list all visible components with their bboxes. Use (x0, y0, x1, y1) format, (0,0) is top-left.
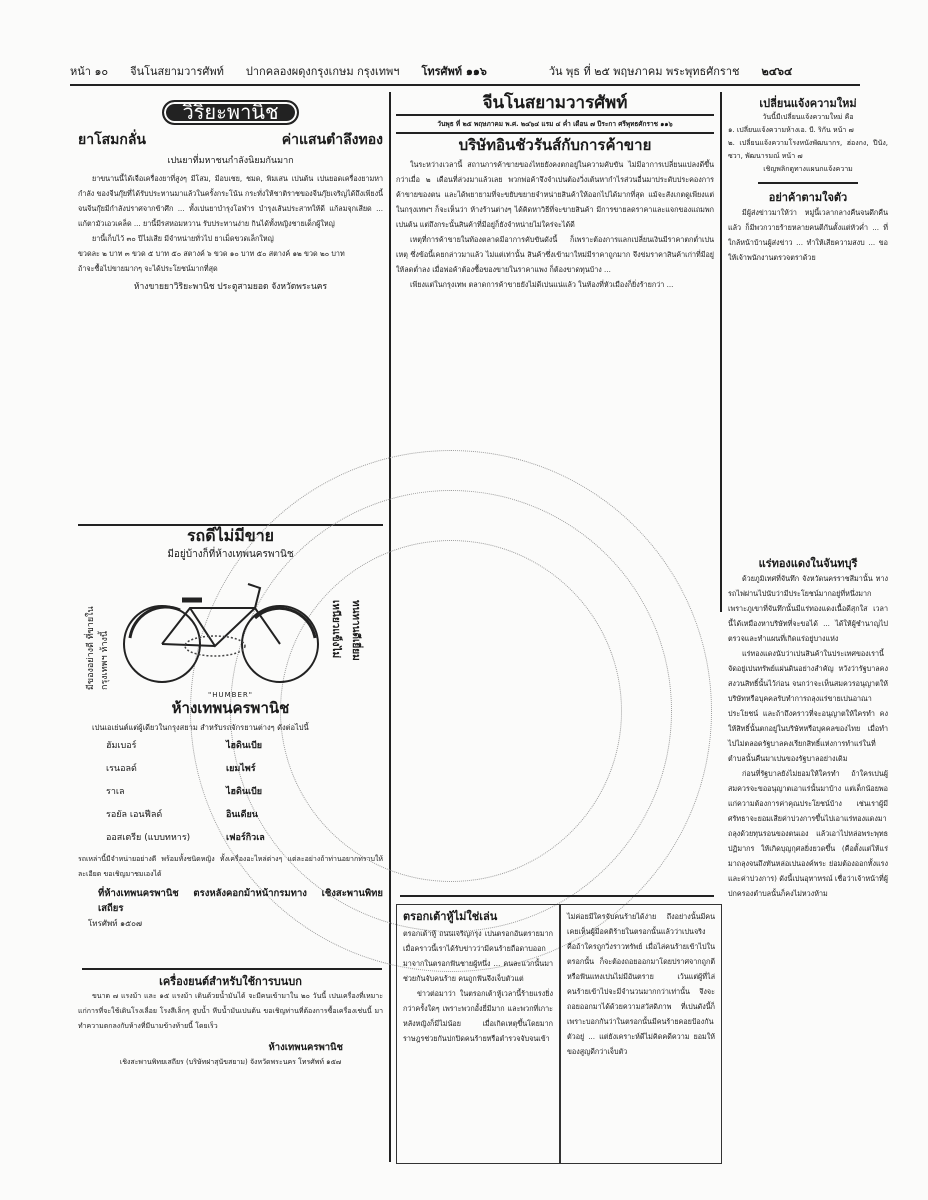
page-number: หน้า ๑๐ (70, 65, 109, 78)
issue-year: ๒๔๖๔ (761, 65, 793, 78)
ad-prices: ขวดละ ๒ บาท ๓ ขวด ๕ บาท ๕๐ สตางค์ ๖ ขวด ๑๐ บาท ๕๐ สตางค์ ๑๒ ขวด ๒๐ บาท (78, 249, 345, 258)
bicycle-ad-intro: เปนเอเย่นต์แต่ผู้เดียวในกรุงสยาม สำหรับรถจักรยานต่างๆ ดังต่อไปนี้ (92, 723, 309, 732)
article2-paragraph: ก่อนที่รัฐบาลยังไม่ยอมให้ใครทำ ถ้าใครเปนผู้สมควรจะขออนุญาตเอาแร่นั้นมาบ้าง แต่เด็กน้อยพอแก่ความต้องการค่าคุณประโยชน์บ้าง เช่นเราผู้มีศรัทธาจะยอมเสียค่าบ่วงการขึ้นไปเอาแร่ทองแดงมาถลุงด้วยทุนรอนของตนเอง แล้วเอาไปหล่อพระพุทธปฏิมากร ให้เกิดบุญกุศลยิ่งยวดขึ้น (คือตั้งแต่ให้แร่มาถลุงจนถึงทันหล่อเปนองค์พระ ย่อมต้องออกทั้งแรงและค่าบ่วงการ) ดังนี้เปนอุทาหรณ์ เชื่อว่าเจ้าหน้าที่ผู้ปกครองตำบลนั้นก็คงไม่หวงห้าม (728, 769, 888, 898)
story-title: ตรอกเต้าหู้ไม่ใช่เล่น (403, 910, 498, 923)
brand-item: ไฮดินเบีย (226, 787, 263, 797)
editorial-paragraph: เพียงแต่ในกรุงเทพ ตลาดการค้าขายยังไม่ดีเปนแน่แล้ว ในท้องที่หัวเมืองก็ยิ่งร้ายกว่า ... (410, 279, 674, 289)
brand-item: เฟอร์กิวเล (226, 833, 265, 843)
ad-product-name: ยาโสมกลั่น (78, 132, 146, 148)
bicycle-ad-details (78, 688, 383, 931)
bicycle-ad-side-text-left: มีของอย่างดี ที่ขายในกรุงเทพฯ ห้างนี้ (86, 606, 110, 690)
ad-body: ยาขนานนี้ได้เจือเครื่องยาที่สูงๆ มีโสม, มีอบเชย, ชมด, พิมเสน เปนต้น เปนยอดเครื่องยามหากำลัง ของจีนกุ๊ยที่ได้รับประทานมาแล้วในครั้งกระโน้น กระทั่งให้ชาติราชของจีนกุ๊ยเจริญได้ถึงเพียงนี้ จนจีนกุ๊ยมีกำลังปราศจากข้าศึก ... ทั้งเปนยาบำรุงโอฬาร บำรุงเส้นประสาทให้ดี แก้ลมจุกเสียด ... แก้ตามัวเอวเคล็ด ... ยานี้มีรสหอมหวาน รับประทานง่าย กินได้ทั้งหญิงชายเด็กผู้ใหญ่ (78, 174, 383, 228)
bicycle-ad-note: รถเหล่านี้มีจำหน่ายอย่างดี พร้อมทั้งชนิดหญิง ทั้งเครื่องอะไหล่ต่างๆ แต่ละอย่างถ้าท่านอยากทราบให้ละเอียด ขอเชิญมาชมเองได้ (78, 855, 383, 878)
bicycle-ad-location: ที่ห้างเทพนครพานิช ตรงหลังคอกม้าหน้ากรมทาง เชิงสะพานพิทยเสถียร (98, 888, 383, 914)
brand-item: ออสเตรีย (แบบทหาร) (106, 833, 191, 843)
paper-name: จีนโนสยามวารศัพท์ (130, 65, 224, 78)
running-header (70, 58, 870, 84)
ad-shop: ห้างขายยาวิริยะพานิช ประตูสามยอด จังหวัดพระนคร (133, 282, 328, 292)
brand-item: ฮัมเบอร์ (106, 741, 137, 751)
brand-item: อินเดียน (226, 810, 258, 820)
notice-line: วันนี้มีเปลี่ยนแจ้งความใหม่ คือ (762, 113, 854, 121)
notice-list (728, 111, 888, 176)
bicycle-brand-list (106, 739, 346, 846)
bicycle-ad-shop: ห้างเทพนครพานิช (171, 699, 290, 717)
article2-title: แร่ทองแดงในจันทบุรี (758, 557, 858, 570)
story-paragraph: ตรอกเต้าหู้ ถนนเจริญกรุง เปนตรอกอันตรายมาก เมื่อคราวนี้เราได้รับข่าวว่ามีคนร้ายถือดาบออกมาจากในตรอกฟันชายผู้หนึ่ง ... คนละแวกนั้นมาช่วยกันจับคนร้าย คนถูกฟันจึงเจ็บตัวแต่ (403, 929, 553, 983)
right-column-article2 (728, 556, 888, 901)
editorial-paragraph: เหตุที่การค้าขายในท้องตลาดมีอาการคับขันดังนี้ ก็เพราะต้องการแลกเปลี่ยนเงินมีราคาตกต่ำเปนเหตุ ซึ่งข้อนี้เคยกล่าวมาแล้ว ไม่แต่เท่านั้น สินค้าซึ่งเข้ามาใหม่มีราคาถูกมาก จึงข่มราคาสินค้าเก่าที่มีอยู่ให้ลดต่ำลง เมื่อพ่อค้าต้องซื้อของขายในราคาแพง ก็ต้องขาดทุนบ้าง ... (396, 234, 714, 274)
notice-line: ๒. เปลี่ยนแจ้งความโรงหนังพัฒนากร, ฮ่องกง, ปีนัง, ซวา, พัฒนารมณ์ หน้า ๗ (728, 139, 888, 160)
ad-product-slogan: ค่าแสนตำลึงทอง (281, 132, 383, 148)
article1-title: อย่าค้าตามใจตัว (768, 190, 848, 204)
middle-column (396, 93, 714, 292)
engine-ad-headline: เครื่องยนต์สำหรับใช้การบนบก (159, 975, 302, 988)
ad-price-intro: ยานี้เก็บไว้ ๓๐ ปีไม่เสีย มีจำหน่ายทั่วไป ยาเม็ดขวดเล็กใหญ่ (92, 234, 274, 243)
story-box-right (560, 904, 722, 1164)
notice-title: เปลี่ยนแจ้งความใหม่ (759, 97, 857, 110)
ad-price-tail: ถ้าจะซื้อไปขายมากๆ จะได้ประโยชน์มากที่สุด (78, 264, 218, 273)
bicycle-illustration (120, 578, 320, 688)
bicycle-ad-subhead: มีอยู่บ้างก็ที่ห้างเทพนครพานิช (167, 549, 294, 560)
bicycle-ad-headline: รถดีไม่มีขาย (186, 526, 275, 545)
bicycle-ad-side-text-right-2: ทนทานดีเยี่ยม (350, 600, 361, 661)
engine-ad-address: เชิงสะพานพิทยเสถียร (บริษัทฝาสุนัขสยาม) จังหวัดพระนคร โทรศัพท์ ๑๕๗ (119, 1058, 342, 1066)
bicycle-brand-caption: "HUMBER" (208, 691, 253, 699)
masthead: จีนโนสยามวารศัพท์ (482, 93, 628, 113)
dateline: วันพุธ ที่ ๒๕ พฤษภาคม พ.ศ. ๒๔๖๔ แรม ๔ ค่ำ เดือน ๗ ปีระกา ศรีพุทธศักราช ๑๑๖ (437, 120, 673, 128)
bicycle-ad (78, 528, 383, 562)
header-rule (70, 84, 860, 86)
paper-phone: โทรศัพท์ ๑๑๖ (421, 65, 487, 78)
notice-line: ๑. เปลี่ยนแจ้งความห้างเอ. บี. ริกัน หน้า ๗ (728, 126, 854, 134)
engine-ad (78, 974, 383, 1070)
brand-item: ราเล (106, 787, 125, 797)
editorial-title: บริษัทอินชัวรันส์กับการค้าขาย (458, 135, 652, 154)
brand-logo: วิริยะพานิช (162, 100, 298, 125)
brand-item: รอยัล เอนฟีลด์ (106, 810, 163, 820)
story-box-left (396, 904, 560, 1164)
dateline-rule (396, 132, 714, 134)
section-rule (82, 968, 382, 970)
bicycle-ad-phone: โทรศัพท์ ๑๕๐๗ (88, 919, 143, 928)
article2-paragraph: ด้วยภูมิเทศที่จันทึก จังหวัดนครราชสีมานั้น ทางรถไฟผ่านไปนับว่ามีประโยชน์มากอยู่ที่หนึ่งมาก เพราะภูเขาที่จันทึกนั้นมีแร่ทองแดงเนื้อดีสุกใส เวลานี้ได้เหมืองหาบริษัทที่จะขอได้ ... ได้ให้ผู้ชำนาญไปตรวจและทำแผนที่เกิดแร่อยู่บางแห่ง (728, 574, 888, 643)
editorial-paragraph: ในระหว่างเวลานี้ สถานการค้าขายของไทยยังคงตกอยู่ในความคับขัน ไม่มีอาการเปลี่ยนแปลงดีขึ้นกว่าเมื่อ ๒ เดือนที่ล่วงมาแล้วเลย พวกพ่อค้าจึงจำเปนต้องวิ่งเต้นหากำไรส่วนอื่นมาประดับประคองการค้าขายของตน และได้พยายามที่จะขยับขยายจำหน่ายสินค้าให้ออกไปได้มากที่สุด แม้จะสังเกตดูเพียงแต่ในกรุงเทพฯ ก็จะเห็นว่า ห้างร้านต่างๆ ได้คิดหาวิธีที่จะขายสินค้า มีการขายลดราคาและแจกของแถมพกเปนต้น แต่ถึงกระนั้นสินค้าที่มีอยู่ก็ยังจำหน่ายไม่ใคร่จะได้ดี (396, 159, 714, 229)
left-column (78, 96, 383, 295)
right-column (728, 96, 888, 265)
bicycle-ad-side-text-right-1: เหนียวแข็งไม่ (330, 600, 341, 659)
column-divider (720, 92, 722, 612)
paper-address: ปากคลองผดุงกรุงเกษม กรุงเทพฯ (245, 65, 400, 78)
masthead-rule (396, 114, 714, 116)
ornament-rule (758, 182, 858, 184)
story-paragraph: ไม่ค่อยมีใครจับคนร้ายได้ง่าย ถึงอย่างนั้นมีคนเคยเห็นผู้มีอคติร้ายในตรอกนั้นแล้วว่าเปนจริง คือถ้าใครถูกวิ่งราวทรัพย์ เมื่อไล่คนร้ายเข้าไปในตรอกนั้น ก็จะต้องถอยออกมาโดยปราศจากถูกตีหรือฟันแทงเปนไม่มีอันตราย เว้นแต่ผู้ที่ไล่คนร้ายเข้าไปจะมีจำนวนมากกว่าเท่านั้น จึงจะถอยออกมาได้ด้วยความสวัสดิภาพ ที่เปนดังนี้ก็เพราะบอกกันว่าในตรอกนั้นมีคนร้ายคอยป้องกันตัวอยู่ ... แต่ยังเคราะห์ดีไม่คิดคดีความ ยอมให้ของสูญดีกว่าเจ็บตัว (567, 912, 715, 1056)
story-paragraph: ข่าวต่อมาว่า ในตรอกเต้าหู้เวลานี้ร้ายแรงยิ่งกว่าครั้งใดๆ เพราะพวกอั้งยี่มีมาก และพวกที่เกาะหลังหญิงก็มีไม่น้อย เมื่อเกิดเหตุขึ้นโดยมากราษฎรช่วยกันปกปิดคนร้ายหรือตำรวจจับจนเข้า (403, 989, 553, 1043)
brand-item: เรนอลด์ (106, 764, 137, 774)
article2-paragraph: แร่ทองแดงนับว่าเปนสินค้าในประเทศของเรานี้ จัดอยู่เปนทรัพย์แผ่นดินอย่างสำคัญ หวังว่ารัฐบาลคงสงวนสิทธิ์นั้นไว้ก่อน จนกว่าจะเห็นสมควรอนุญาตให้บริษัทหรือบุคคลรับทำการถลุงแร่ขายเปนอาณาประโยชน์ และถ้าถึงคราวที่จะอนุญาตให้ใครทำ คงให้สิทธิ์นั้นตกอยู่ในบริษัทหรือบุคคลของไทย เมื่อทำไปไม่ตลอดรัฐบาลคงเรียกสิทธิ์แห่งการทำแร่ในที่ตำบลนั้นคืนมาเปนของรัฐบาลอย่างเดิม (728, 649, 888, 763)
notice-line: เชิญพลิกดูทางแผนกแจ้งความ (763, 165, 853, 173)
brand-item: เยมไพร์ (226, 764, 256, 774)
issue-date: วัน พุธ ที่ ๒๕ พฤษภาคม พระพุทธศักราช (548, 65, 740, 78)
section-rule (400, 895, 714, 897)
engine-ad-shop: ห้างเทพนครพานิช (268, 1042, 343, 1053)
ad-tagline: เปนยาที่มหาชนกำลังนิยมกันมาก (167, 156, 294, 166)
brand-item: ไฮดินเบีย (226, 741, 263, 751)
article1-body: มีผู้ส่งข่าวมาให้ว่า หมู่นี้เวลากลางคืนจนดึกคืนแล้ว ก็มีพวกวายร้ายหลายคนตีกันตั้งแต่หัวค่ำ ... ที่ใกล้หน้าบ้านผู้ส่งข่าว ... ทำให้เสียความสงบ ... ขอให้เจ้าพนักงานตรวจตราด้วย (728, 207, 888, 262)
engine-ad-body: ขนาด ๗ แรงม้า และ ๑๕ แรงม้า เดินด้วยน้ำมันได้ จะมีคนเข้ามาใน ๒๐ วันนี้ เปนเครื่องที่เหมาะแก่การที่จะใช้เดินโรงเลื่อย โรงสีเล็กๆ สูบน้ำ หีบน้ำมันเปนต้น ขอเชิญท่านที่ต้องการซื้อเครื่องเช่นนี้ มาทำความตกลงกับห้างที่มีนามข้างท้ายนี้ โดยเร็ว (78, 992, 383, 1030)
